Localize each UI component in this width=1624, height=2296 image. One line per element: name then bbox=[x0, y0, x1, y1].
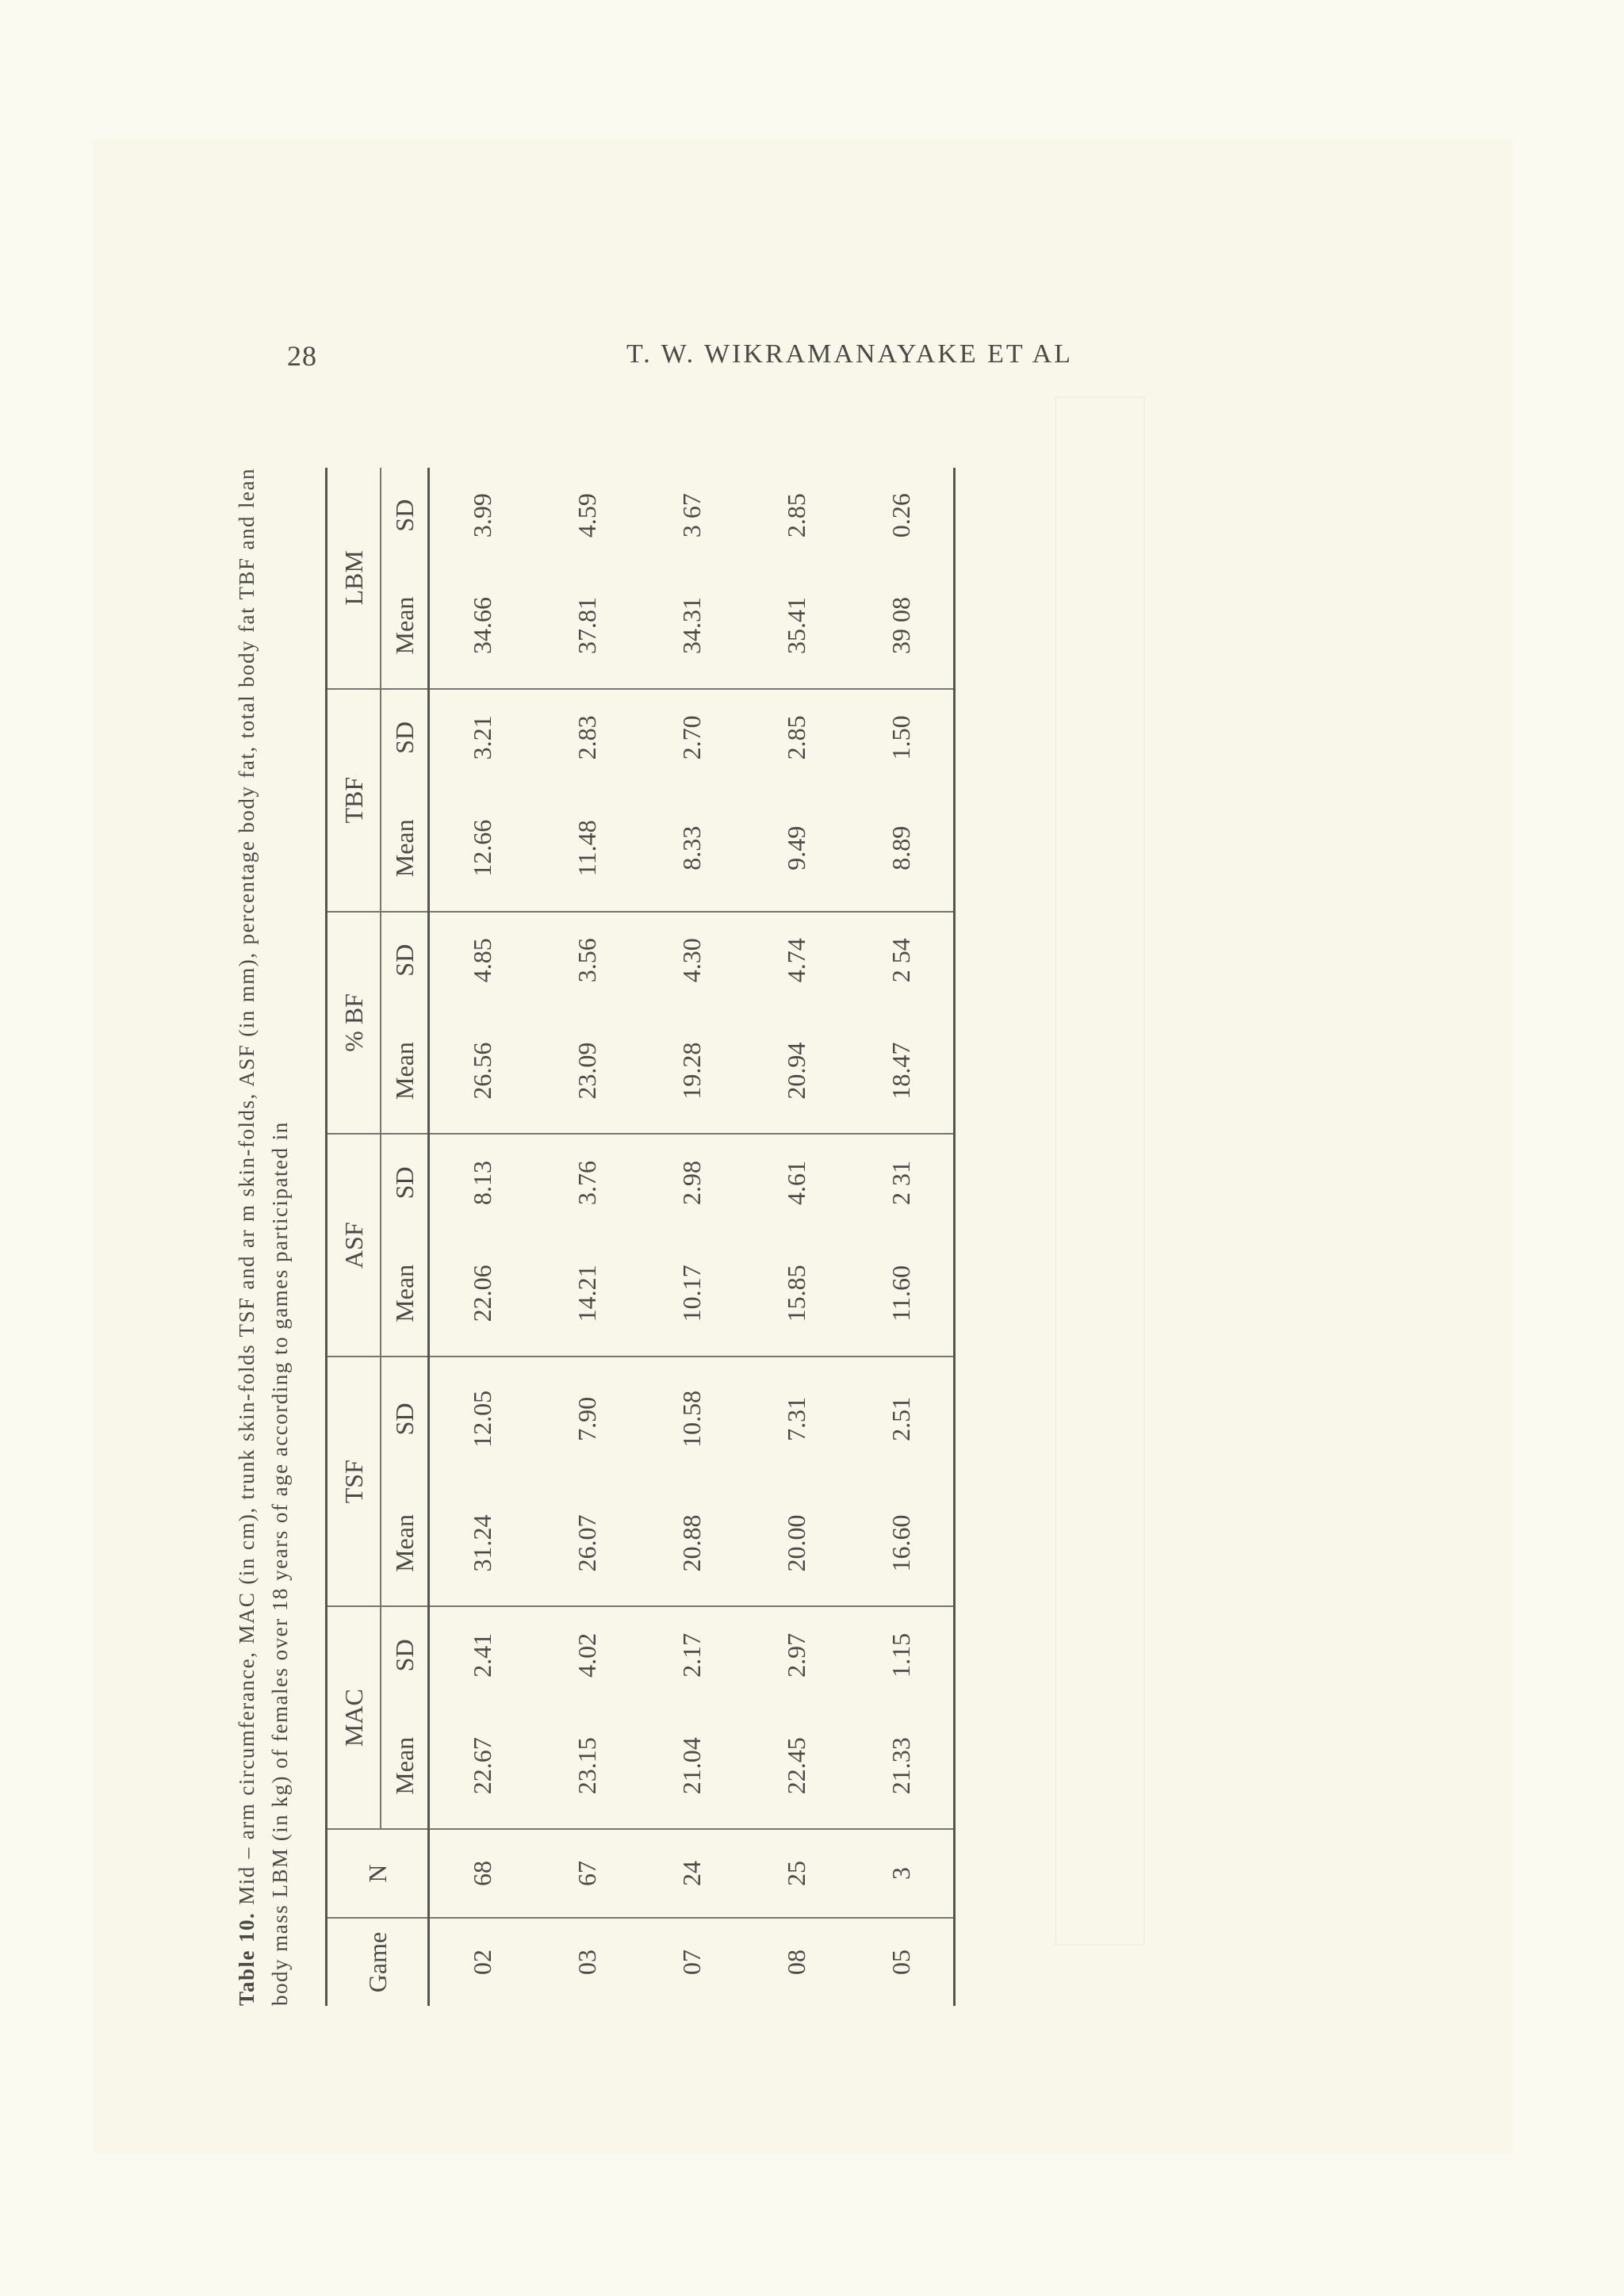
cell-mean: 23.09 bbox=[534, 1008, 639, 1134]
table-row bbox=[848, 468, 955, 2006]
cell-mean: 14.21 bbox=[534, 1231, 639, 1357]
header-lbm: LBM bbox=[327, 468, 381, 689]
running-head: T. W. WIKRAMANAYAKE ET AL bbox=[626, 339, 1073, 369]
cell-mean: 12.66 bbox=[429, 786, 535, 911]
data-table bbox=[325, 468, 956, 2006]
rotated-table-block bbox=[230, 452, 915, 2022]
cell-mean: 11.60 bbox=[848, 1231, 955, 1357]
header-sd: SD bbox=[381, 689, 429, 786]
cell-sd: 2.98 bbox=[676, 1160, 706, 1205]
cell-mean: 15.85 bbox=[744, 1231, 848, 1357]
table-row bbox=[429, 468, 535, 2006]
cell-mean: 35.41 bbox=[744, 563, 848, 688]
cell-mean: 22.45 bbox=[744, 1704, 848, 1829]
cell-mean: 9.49 bbox=[744, 786, 848, 911]
header-asf: ASF bbox=[327, 1134, 381, 1357]
cell-mean: 31.24 bbox=[429, 1481, 535, 1606]
header-sd: SD bbox=[381, 1606, 429, 1703]
cell-sd: 2.17 bbox=[676, 1632, 706, 1678]
cell-game: 03 bbox=[572, 1950, 601, 1975]
cell-mean: 8.89 bbox=[848, 786, 955, 911]
cell-mean: 22.67 bbox=[429, 1704, 535, 1829]
header-n: N bbox=[327, 1829, 429, 1918]
table-row bbox=[639, 468, 744, 2006]
cell-sd: 2.70 bbox=[676, 715, 706, 760]
cell-sd: 12.05 bbox=[467, 1390, 496, 1448]
cell-game: 05 bbox=[848, 1918, 955, 2006]
header-mean: Mean bbox=[381, 1231, 429, 1357]
cell-mean: 18.47 bbox=[848, 1008, 955, 1134]
cell-mean: 26.07 bbox=[534, 1481, 639, 1606]
table-caption bbox=[230, 468, 297, 2006]
header-sd: SD bbox=[381, 1357, 429, 1481]
header-game: Game bbox=[327, 1918, 429, 2006]
cell-mean: 10.17 bbox=[639, 1231, 744, 1357]
cell-sd: 1.50 bbox=[848, 689, 955, 786]
cell-n: 67 bbox=[534, 1829, 639, 1918]
cell-sd: 7.90 bbox=[572, 1396, 601, 1441]
cell-mean: 21.33 bbox=[848, 1704, 955, 1829]
cell-sd: 4.30 bbox=[676, 938, 706, 983]
cell-mean: 34.66 bbox=[429, 563, 535, 688]
cell-game: 02 bbox=[467, 1950, 496, 1975]
cell-n: 3 bbox=[848, 1829, 955, 1918]
cell-sd: 2.51 bbox=[848, 1357, 955, 1481]
cell-sd: 4.85 bbox=[467, 938, 496, 983]
cell-sd: 8.13 bbox=[467, 1160, 496, 1205]
cell-sd: 3.56 bbox=[572, 938, 601, 983]
cell-mean: 8.33 bbox=[639, 786, 744, 911]
cell-sd: 3 67 bbox=[676, 493, 706, 538]
cell-sd: 3.76 bbox=[572, 1160, 601, 1205]
cell-mean: 16.60 bbox=[848, 1481, 955, 1606]
cell-sd: 2 31 bbox=[848, 1134, 955, 1230]
header-mean: Mean bbox=[381, 1704, 429, 1829]
show-through-shadow bbox=[1055, 396, 1145, 1946]
cell-n: 68 bbox=[429, 1829, 535, 1918]
cell-sd: 4.61 bbox=[781, 1160, 810, 1205]
cell-mean: 19.28 bbox=[639, 1008, 744, 1134]
cell-sd: 4.59 bbox=[572, 493, 601, 538]
cell-mean: 22.06 bbox=[429, 1231, 535, 1357]
cell-n: 25 bbox=[744, 1829, 848, 1918]
cell-game: 08 bbox=[781, 1950, 810, 1975]
cell-mean: 37.81 bbox=[534, 563, 639, 688]
cell-mean: 11.48 bbox=[534, 786, 639, 911]
header-pct-bf: % BF bbox=[327, 912, 381, 1135]
cell-mean: 26.56 bbox=[429, 1008, 535, 1134]
header-tbf: TBF bbox=[327, 689, 381, 912]
cell-sd: 2.83 bbox=[572, 715, 601, 760]
header-mean: Mean bbox=[381, 786, 429, 911]
cell-sd: 4.74 bbox=[781, 938, 810, 983]
header-mean: Mean bbox=[381, 1008, 429, 1134]
cell-sd: 2.85 bbox=[781, 493, 810, 538]
header-sd: SD bbox=[381, 468, 429, 563]
cell-sd: 0.26 bbox=[848, 468, 955, 563]
table-row bbox=[744, 468, 848, 2006]
header-mean: Mean bbox=[381, 563, 429, 688]
cell-sd: 2.85 bbox=[781, 715, 810, 760]
cell-sd: 2 54 bbox=[848, 912, 955, 1008]
header-sd: SD bbox=[381, 1134, 429, 1230]
cell-sd: 3.99 bbox=[467, 493, 496, 538]
header-sd: SD bbox=[381, 912, 429, 1008]
cell-sd: 7.31 bbox=[781, 1396, 810, 1441]
page-number: 28 bbox=[287, 340, 317, 372]
table-label: Table 10. bbox=[235, 1911, 259, 2006]
cell-sd: 3.21 bbox=[467, 715, 496, 760]
cell-mean: 20.94 bbox=[744, 1008, 848, 1134]
table-row bbox=[534, 468, 639, 2006]
cell-sd: 10.58 bbox=[676, 1390, 706, 1448]
cell-mean: 20.88 bbox=[639, 1481, 744, 1606]
header-mac: MAC bbox=[327, 1606, 381, 1829]
cell-mean: 21.04 bbox=[639, 1704, 744, 1829]
cell-game: 07 bbox=[676, 1950, 706, 1975]
header-tsf: TSF bbox=[327, 1357, 381, 1606]
caption-text: Mid – arm circumferance, MAC (in cm), trunk skin-folds TSF and ar m skin-folds, ASF (in mm), percentage body fat, total body fat TBF and lean body mass LBM (in kg) of females over 18 years of age according to games participated in bbox=[235, 468, 292, 2006]
cell-mean: 39 08 bbox=[848, 563, 955, 688]
cell-sd: 1.15 bbox=[848, 1606, 955, 1703]
cell-sd: 2.97 bbox=[781, 1632, 810, 1678]
cell-mean: 34.31 bbox=[639, 563, 744, 688]
cell-sd: 2.41 bbox=[467, 1632, 496, 1678]
cell-n: 24 bbox=[639, 1829, 744, 1918]
cell-mean: 20.00 bbox=[744, 1481, 848, 1606]
cell-mean: 23.15 bbox=[534, 1704, 639, 1829]
header-mean: Mean bbox=[381, 1481, 429, 1606]
cell-sd: 4.02 bbox=[572, 1632, 601, 1678]
